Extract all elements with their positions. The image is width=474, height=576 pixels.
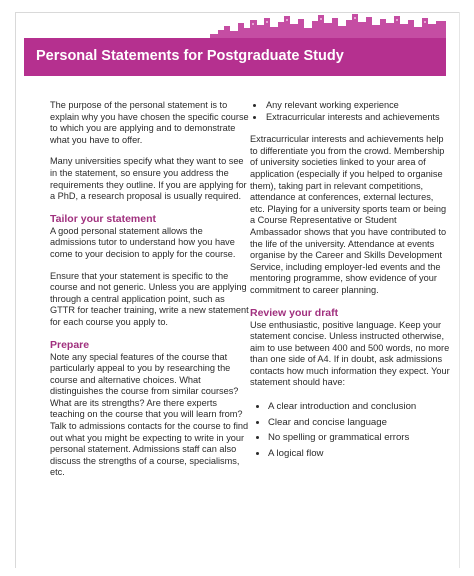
list-item: • Any relevant working experience [265, 100, 450, 112]
page-right-border [459, 12, 460, 568]
prepare-paragraph: Note any special features of the course that particularly appeal to you by researching the course and alternative choices. What distinguishes the course from similar courses? What are its strengths? Are there experts teaching on the course that you will learn from? Talk to admissions contacts for the course to find out what you might be expecting to write in your personal statement. Admissions staff can also discuss the strengths of a course, specialisms, etc. [50, 351, 249, 478]
specific-paragraph: Ensure that your statement is specific to the course and not generic. Unless you are applying through a central application point, such as GTTR for teacher training, write a new statement for each course you apply to. [50, 270, 249, 327]
list-item: • Clear and concise language [268, 415, 450, 431]
page-top-border [15, 12, 459, 13]
left-column [50, 100, 250, 489]
requirements-paragraph: Many universities specify what they want to see in the statement, so ensure you address the requirements they outline. If you are applying for a PhD, a research proposal is usually required. [50, 156, 247, 202]
list-item: • A logical flow [268, 446, 450, 462]
right-column [250, 100, 450, 461]
extracurricular-paragraph: Extracurricular interests and achievements help to differentiate you from the crowd. Membership of university societies linked to your area of application (especially if you helped to organise them), taking part in relevant competitions, attendance at conferences, external lectures, etc. Playing for a university sports team or being a Course Representative or Student Ambassador shows that you have contributed to the life of the university. Attendance at events organise by the Career and Skills Development Service, including employer-led events and the mentoring programme, show evidence of your commitment to career planning. [250, 134, 447, 295]
tailor-paragraph: A good personal statement allows the admissions tutor to understand how you have come to your decision to apply for the course. [50, 225, 236, 259]
prepare-heading: Prepare [50, 338, 90, 351]
checklist [250, 399, 450, 461]
tailor-heading: Tailor your statement [50, 212, 156, 225]
experience-list [250, 100, 450, 123]
list-item: • Extracurricular interests and achievements [265, 112, 450, 124]
city-skyline-icon [210, 14, 446, 40]
page-title: Personal Statements for Postgraduate Study [36, 48, 344, 64]
list-item: • A clear introduction and conclusion [268, 399, 450, 415]
review-paragraph: Use enthusiastic, positive language. Keep your statement concise. Unless instructed otherwise, aim to use between 400 and 500 words, no more than one side of A4. If in doubt, ask admissions contacts how much information they expect. Your statement should have: [250, 319, 450, 388]
list-item: • No spelling or grammatical errors [268, 430, 450, 446]
review-heading: Review your draft [250, 306, 339, 319]
intro-paragraph: The purpose of the personal statement is to explain why you have chosen the specific course to which you are applying and to demonstrate what you have to offer. [50, 100, 249, 145]
page-left-border [15, 12, 16, 568]
